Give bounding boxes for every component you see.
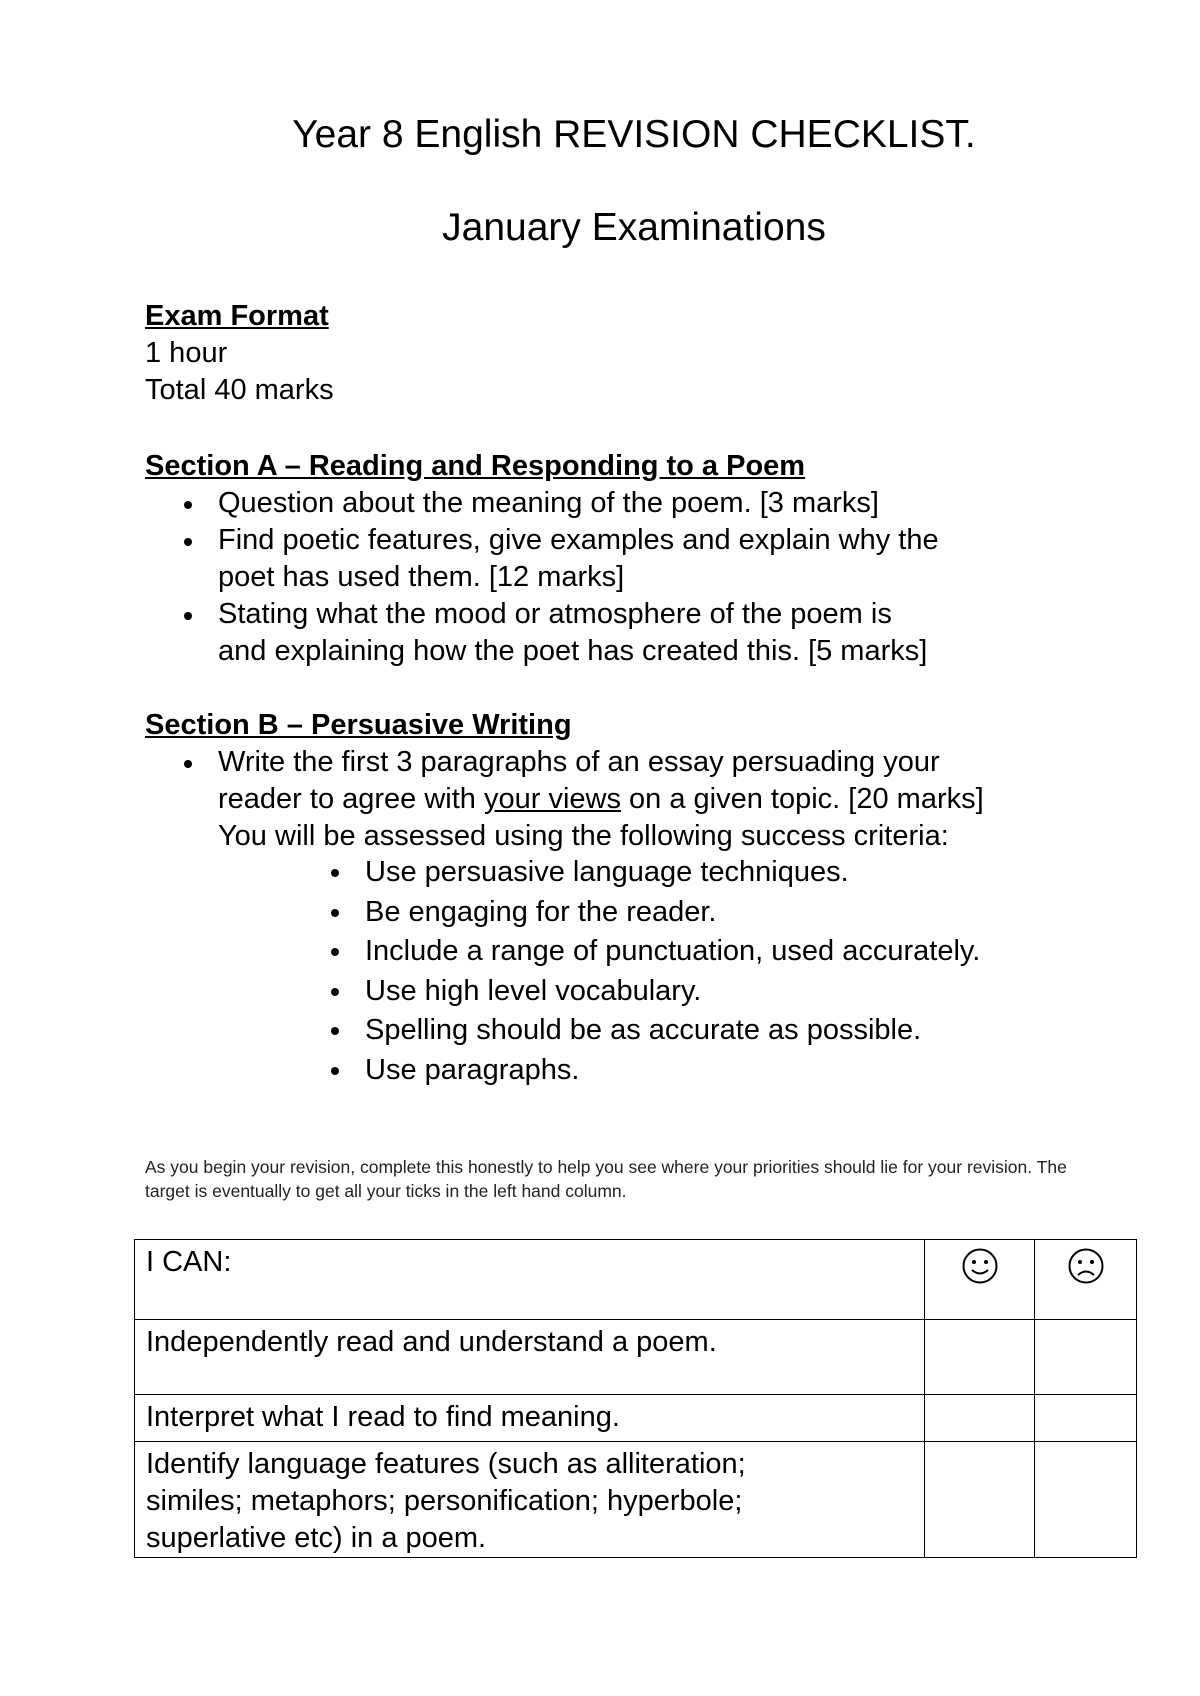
frowning-face-icon (1066, 1246, 1106, 1286)
emphasis-your-views: your views (483, 783, 621, 815)
tick-cell-unsure[interactable] (1035, 1442, 1137, 1558)
list-item: Stating what the mood or atmosphere of the poem is and explaining how the poet has created this. [5 marks] (145, 596, 939, 670)
criteria-item: Be engaging for the reader. (145, 893, 984, 933)
tick-cell-confident[interactable] (925, 1320, 1035, 1395)
criteria-item: Use paragraphs. (145, 1051, 984, 1091)
section-b-list (145, 744, 984, 855)
section-a-heading: Section A – Reading and Responding to a Poem (145, 450, 806, 482)
table-header-row (135, 1240, 1137, 1320)
exam-format-line: Total 40 marks (145, 374, 334, 406)
list-item: Find poetic features, give examples and explain why the poet has used them. [12 marks] (145, 522, 939, 596)
revision-note: As you begin your revision, complete this honestly to help you see where your priorities should lie for your revision. The target is eventually to get all your ticks in the left hand column. (145, 1157, 1067, 1201)
tick-cell-confident[interactable] (925, 1442, 1035, 1558)
skill-cell: Identify language features (such as alliteration; similes; metaphors; personification; hyperbole; superlative etc) in a poem. (135, 1442, 925, 1558)
exam-format-block (145, 298, 334, 409)
section-a-list (145, 485, 939, 670)
document-subtitle: January Examinations (442, 206, 826, 249)
confident-column-header (925, 1240, 1035, 1320)
criteria-item: Spelling should be as accurate as possible. (145, 1011, 984, 1051)
smiley-face-icon (960, 1246, 1000, 1286)
criteria-item: Use high level vocabulary. (145, 972, 984, 1012)
section-b-heading: Section B – Persuasive Writing (145, 709, 572, 741)
criteria-item: Include a range of punctuation, used accurately. (145, 932, 984, 972)
skill-cell: Interpret what I read to find meaning. (135, 1395, 925, 1442)
criteria-item: Use persuasive language techniques. (145, 853, 984, 893)
list-item: Write the first 3 paragraphs of an essay persuading your reader to agree with your views on a given topic. [20 marks] You will be assessed using the following success criteria: (145, 744, 984, 855)
i-can-header: I CAN: (135, 1240, 925, 1320)
tick-cell-unsure[interactable] (1035, 1320, 1137, 1395)
section-b-block (145, 707, 984, 1090)
list-item: Question about the meaning of the poem. [3 marks] (145, 485, 939, 522)
document-title: Year 8 English REVISION CHECKLIST. (292, 113, 976, 156)
section-a-block (145, 448, 939, 670)
success-criteria-list (145, 853, 984, 1090)
skill-cell: Independently read and understand a poem. (135, 1320, 925, 1395)
self-assessment-table (134, 1239, 1137, 1558)
tick-cell-confident[interactable] (925, 1395, 1035, 1442)
exam-format-line: 1 hour (145, 337, 228, 369)
unsure-column-header (1035, 1240, 1137, 1320)
exam-format-heading: Exam Format (145, 300, 329, 332)
tick-cell-unsure[interactable] (1035, 1395, 1137, 1442)
table-row (135, 1442, 1137, 1558)
table-row (135, 1320, 1137, 1395)
table-row (135, 1395, 1137, 1442)
